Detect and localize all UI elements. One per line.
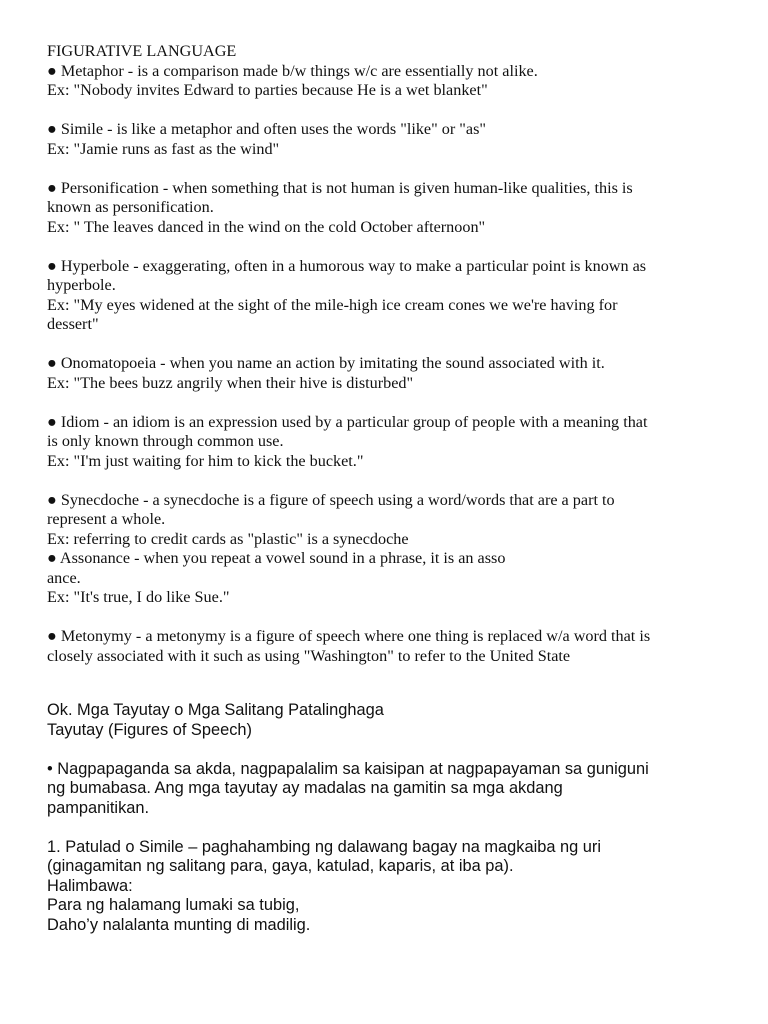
patulad-example-label: Halimbawa: <box>47 876 133 895</box>
hyperbole-definition-line1: ● Hyperbole - exaggerating, often in a humorous way to make a particular point is known as <box>47 256 647 275</box>
spacer <box>47 237 737 257</box>
spacer <box>47 101 737 121</box>
spacer <box>47 818 737 838</box>
tayutay-heading-line1: Ok. Mga Tayutay o Mga Salitang Patalinghaga <box>47 701 384 719</box>
section-title: FIGURATIVE LANGUAGE <box>47 42 237 60</box>
spacer <box>47 159 737 179</box>
idiom-definition-line2: is only known through common use. <box>47 432 284 450</box>
patulad-definition-line1: 1. Patulad o Simile – paghahambing ng dalawang bagay na magkaiba ng uri <box>47 837 602 856</box>
metaphor-definition: ● Metaphor - is a comparison made b/w things w/c are essentially not alike. <box>47 61 538 80</box>
tayutay-intro-line1: • Nagpapaganda sa akda, nagpapalalim sa kaisipan at nagpapayaman sa guniguni <box>47 759 649 778</box>
figurative-language-section <box>47 42 737 666</box>
synecdoche-example: Ex: referring to credit cards as "plastic" is a synecdoche <box>47 529 409 548</box>
idiom-example: Ex: "I'm just waiting for him to kick the bucket." <box>47 451 364 470</box>
assonance-definition-line1: ● Assonance - when you repeat a vowel sound in a phrase, it is an asso <box>47 549 506 567</box>
patulad-example-line2: Daho’y nalalanta munting di madilig. <box>47 915 311 934</box>
patulad-example-line1: Para ng halamang lumaki sa tubig, <box>47 896 300 914</box>
idiom-definition-line1: ● Idiom - an idiom is an expression used by a particular group of people with a meaning that <box>47 412 648 431</box>
onomatopoeia-definition: ● Onomatopoeia - when you name an action by imitating the sound associated with it. <box>47 354 605 372</box>
spacer <box>47 740 737 760</box>
document-page <box>47 42 737 935</box>
personification-definition-line1: ● Personification - when something that is not human is given human-like qualities, this is <box>47 178 633 197</box>
tayutay-intro-line3: pampanitikan. <box>47 798 150 817</box>
simile-definition: ● Simile - is like a metaphor and often uses the words "like" or "as" <box>47 120 487 138</box>
personification-definition-line2: known as personification. <box>47 198 214 216</box>
spacer <box>47 471 737 491</box>
spacer <box>47 393 737 413</box>
spacer <box>47 608 737 628</box>
metonymy-definition-line1: ● Metonymy - a metonymy is a figure of speech where one thing is replaced w/a word that is <box>47 627 651 645</box>
synecdoche-definition-line1: ● Synecdoche - a synecdoche is a figure of speech using a word/words that are a part to <box>47 490 615 509</box>
hyperbole-definition-line2: hyperbole. <box>47 276 116 294</box>
tayutay-intro-line2: ng bumabasa. Ang mga tayutay ay madalas na gamitin sa mga akdang <box>47 779 563 797</box>
metonymy-definition-line2: closely associated with it such as using "Washington" to refer to the United State <box>47 646 571 665</box>
assonance-example: Ex: "It's true, I do like Sue." <box>47 588 230 606</box>
assonance-definition-line2: ance. <box>47 568 81 587</box>
simile-example: Ex: "Jamie runs as fast as the wind" <box>47 139 280 158</box>
patulad-definition-line2: (ginagamitan ng salitang para, gaya, katulad, kaparis, at iba pa). <box>47 857 514 875</box>
tayutay-heading-line2: Tayutay (Figures of Speech) <box>47 720 252 739</box>
personification-example: Ex: " The leaves danced in the wind on the cold October afternoon" <box>47 217 486 236</box>
metaphor-example: Ex: "Nobody invites Edward to parties because He is a wet blanket" <box>47 81 488 99</box>
spacer <box>47 335 737 355</box>
tayutay-section <box>47 701 737 935</box>
hyperbole-example-line1: Ex: "My eyes widened at the sight of the mile-high ice cream cones we we're having for <box>47 295 618 314</box>
hyperbole-example-line2: dessert" <box>47 315 99 333</box>
synecdoche-definition-line2: represent a whole. <box>47 510 166 528</box>
onomatopoeia-example: Ex: "The bees buzz angrily when their hive is disturbed" <box>47 373 414 392</box>
